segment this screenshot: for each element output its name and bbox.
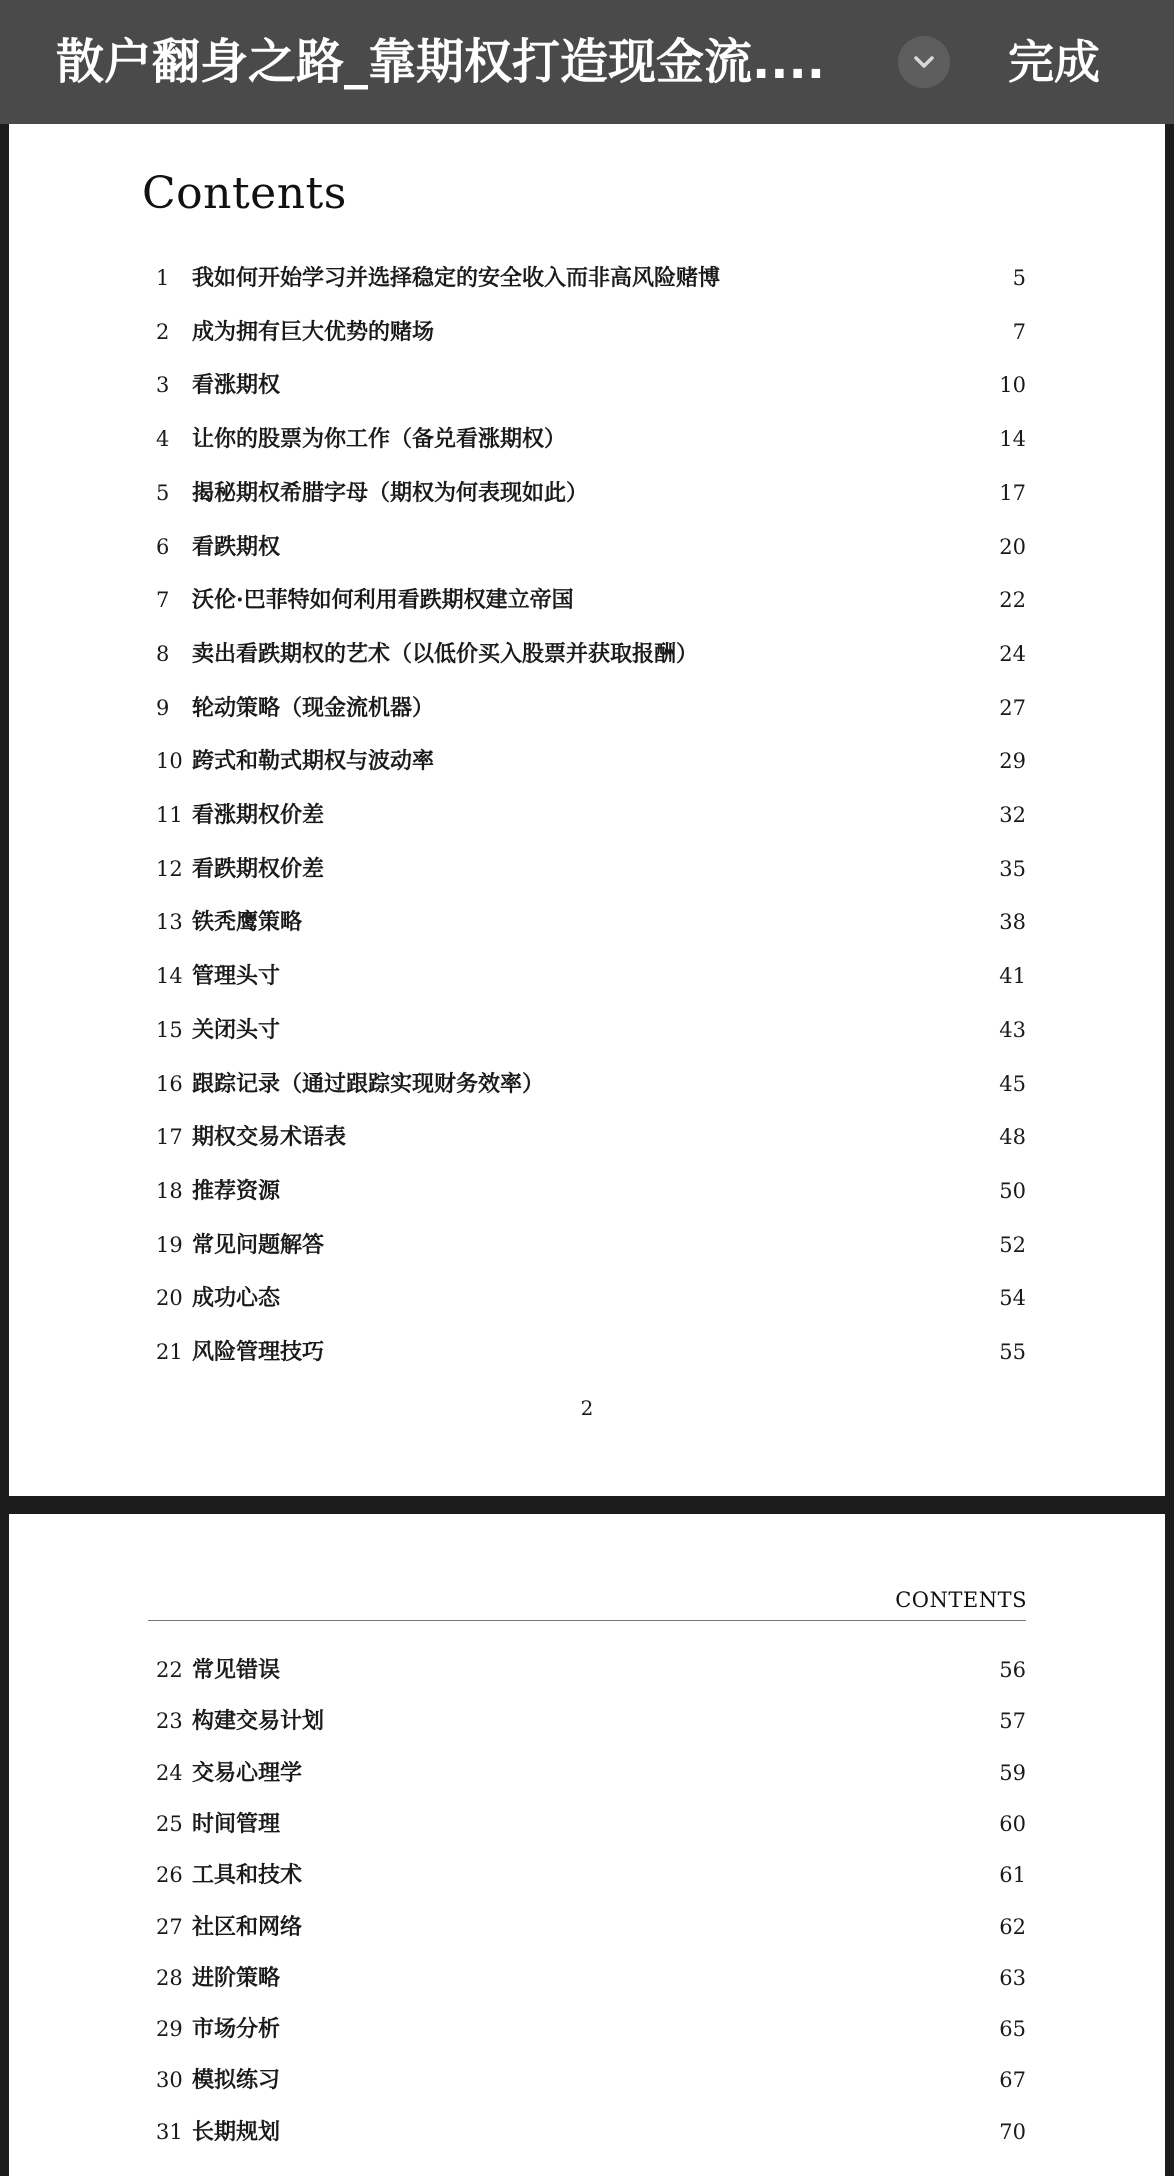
- toc-entry-number: 17: [156, 1125, 183, 1150]
- toc-entry-number: 21: [156, 1340, 183, 1364]
- toc-entry-page: 10: [999, 373, 1026, 398]
- toc-entry-number: 9: [156, 695, 170, 720]
- toc-entry-title: 跟踪记录（通过跟踪实现财务效率）: [192, 1070, 545, 1097]
- toc-entry[interactable]: [148, 1858, 1026, 1892]
- done-button[interactable]: 完成: [1008, 35, 1100, 89]
- document-page-2: [9, 1514, 1165, 2176]
- toc-entry-title: 看跌期权价差: [192, 855, 325, 882]
- toc-entry-page: 5: [1012, 266, 1026, 290]
- toc-entry-number: 7: [156, 588, 170, 613]
- toc-entry-title: 揭秘期权希腊字母（期权为何表现如此）: [192, 479, 589, 506]
- toc-entry-title: 看涨期权: [192, 372, 281, 399]
- toc-entry-number: 14: [156, 964, 183, 989]
- toc-entry-page: 24: [999, 641, 1026, 666]
- title-dropdown-button[interactable]: [898, 36, 950, 88]
- toc-entry-number: 4: [156, 427, 170, 452]
- toc-entry-title: 常见错误: [192, 1657, 281, 1683]
- contents-heading: Contents: [142, 168, 347, 219]
- toc-entry-title: 风险管理技巧: [192, 1339, 325, 1365]
- toc-entry-title: 看跌期权: [192, 533, 281, 560]
- toc-entry-title: 工具和技术: [192, 1862, 303, 1889]
- toc-entry-page: 27: [999, 695, 1026, 720]
- toc-entry-title: 构建交易计划: [192, 1708, 325, 1735]
- toc-entry-number: 16: [156, 1071, 183, 1096]
- toc-entry-number: 3: [156, 373, 170, 398]
- toc-entry-page: 54: [999, 1286, 1026, 1311]
- toc-entry-number: 10: [156, 749, 183, 774]
- toc-entry-page: 60: [999, 1811, 1026, 1836]
- toc-entry-title: 长期规划: [192, 2118, 281, 2145]
- toc-entry-number: 28: [156, 1965, 183, 1990]
- toc-entry-page: 70: [999, 2119, 1026, 2144]
- toc-entry-page: 50: [999, 1178, 1026, 1203]
- toc-entry-title: 成功心态: [192, 1285, 281, 1312]
- toc-entry[interactable]: [148, 1756, 1026, 1790]
- toc-entry[interactable]: [148, 261, 1026, 295]
- toc-entry-number: 6: [156, 534, 170, 559]
- toc-entry-number: 27: [156, 1914, 183, 1939]
- toc-entry-page: 32: [999, 803, 1026, 827]
- toc-entry-title: 我如何开始学习并选择稳定的安全收入而非高风险赌博: [192, 265, 721, 291]
- toc-entry-title: 轮动策略（现金流机器）: [192, 694, 435, 721]
- toc-entry-page: 14: [999, 427, 1026, 452]
- toc-entry-title: 期权交易术语表: [192, 1124, 347, 1151]
- toc-entry-page: 43: [999, 1017, 1026, 1042]
- toc-entry-number: 15: [156, 1017, 183, 1042]
- toc-entry[interactable]: [148, 637, 1026, 671]
- toc-entry-title: 常见问题解答: [192, 1231, 325, 1258]
- toc-entry[interactable]: [148, 530, 1026, 564]
- toc-entry-page: 29: [999, 749, 1026, 774]
- toc-entry-title: 市场分析: [192, 2016, 281, 2043]
- toc-entry[interactable]: [148, 1281, 1026, 1315]
- toc-entry-page: 67: [999, 2068, 1026, 2093]
- toc-list: [9, 1514, 1165, 2176]
- toc-entry-number: 2: [156, 319, 170, 344]
- toc-entry-page: 56: [999, 1658, 1026, 1682]
- toc-entry-page: 35: [999, 856, 1026, 881]
- toc-entry-number: 26: [156, 1863, 183, 1888]
- toc-entry-page: 41: [999, 964, 1026, 989]
- toc-entry-number: 11: [156, 803, 183, 827]
- running-header: CONTENTS: [895, 1588, 1027, 1612]
- toc-entry-page: 38: [999, 910, 1026, 935]
- toc-entry-number: 31: [156, 2119, 183, 2144]
- toc-entry-title: 交易心理学: [192, 1759, 303, 1786]
- toc-entry[interactable]: [148, 1013, 1026, 1047]
- chevron-down-icon: [911, 50, 937, 74]
- toc-entry[interactable]: [148, 1335, 1026, 1369]
- toc-entry-title: 推荐资源: [192, 1177, 281, 1204]
- toc-entry-title: 模拟练习: [192, 2067, 281, 2094]
- toc-entry[interactable]: [148, 798, 1026, 832]
- toc-entry-page: 59: [999, 1760, 1026, 1785]
- toc-entry-title: 跨式和勒式期权与波动率: [192, 748, 435, 775]
- toc-entry-number: 23: [156, 1709, 183, 1734]
- toc-entry[interactable]: [148, 1067, 1026, 1101]
- toc-entry-number: 18: [156, 1178, 183, 1203]
- toc-entry[interactable]: [148, 1961, 1026, 1995]
- toc-entry-number: 5: [156, 480, 170, 505]
- toc-entry-number: 12: [156, 856, 183, 881]
- toc-entry[interactable]: [148, 2115, 1026, 2149]
- toc-entry-number: 1: [156, 266, 170, 290]
- toc-entry-page: 48: [999, 1125, 1026, 1150]
- toc-entry[interactable]: [148, 1807, 1026, 1841]
- toc-entry-title: 成为拥有巨大优势的赌场: [192, 318, 435, 345]
- toc-entry-page: 52: [999, 1232, 1026, 1257]
- toc-entry-title: 让你的股票为你工作（备兑看涨期权）: [192, 426, 567, 453]
- toc-entry-number: 8: [156, 641, 170, 666]
- toc-entry[interactable]: [148, 852, 1026, 886]
- toc-entry[interactable]: [148, 959, 1026, 993]
- toc-entry-title: 时间管理: [192, 1810, 281, 1837]
- toc-entry-page: 55: [999, 1340, 1026, 1364]
- document-title[interactable]: 散户翻身之路_靠期权打造现金流....: [56, 34, 825, 90]
- toc-entry[interactable]: [148, 1228, 1026, 1262]
- document-page-1: [9, 124, 1165, 1496]
- viewer-toolbar: [0, 0, 1174, 124]
- toc-entry-title: 沃伦·巴菲特如何利用看跌期权建立帝国: [192, 587, 574, 614]
- toc-entry[interactable]: [148, 744, 1026, 778]
- toc-entry-number: 13: [156, 910, 183, 935]
- toc-entry[interactable]: [148, 368, 1026, 402]
- toc-entry[interactable]: [148, 1174, 1026, 1208]
- toc-entry-title: 关闭头寸: [192, 1016, 281, 1043]
- toc-entry-title: 看涨期权价差: [192, 802, 325, 828]
- toc-entry-title: 社区和网络: [192, 1913, 303, 1940]
- toc-entry-page: 45: [999, 1071, 1026, 1096]
- toc-entry-number: 29: [156, 2017, 183, 2042]
- toc-entry[interactable]: [148, 2012, 1026, 2046]
- toc-entry[interactable]: [148, 691, 1026, 725]
- toc-entry-page: 20: [999, 534, 1026, 559]
- toc-entry-page: 62: [999, 1914, 1026, 1939]
- toc-entry-page: 22: [999, 588, 1026, 613]
- toc-entry[interactable]: [148, 1653, 1026, 1687]
- toc-list: [9, 124, 1165, 1496]
- toc-entry[interactable]: [148, 2063, 1026, 2097]
- toc-entry-title: 铁秃鹰策略: [192, 909, 303, 936]
- toc-entry-number: 20: [156, 1286, 183, 1311]
- toc-entry-number: 30: [156, 2068, 183, 2093]
- toc-entry-number: 22: [156, 1658, 183, 1682]
- page-number: 2: [580, 1396, 594, 1420]
- toc-entry[interactable]: [148, 315, 1026, 349]
- toc-entry[interactable]: [148, 1120, 1026, 1154]
- toc-entry[interactable]: [148, 1704, 1026, 1738]
- toc-entry-page: 57: [999, 1709, 1026, 1734]
- toc-entry-page: 7: [1012, 319, 1026, 344]
- toc-entry-page: 17: [999, 480, 1026, 505]
- toc-entry-number: 25: [156, 1811, 183, 1836]
- toc-entry[interactable]: [148, 583, 1026, 617]
- toc-entry-number: 24: [156, 1760, 183, 1785]
- toc-entry-page: 63: [999, 1965, 1026, 1990]
- toc-entry[interactable]: [148, 905, 1026, 939]
- toc-entry-page: 65: [999, 2017, 1026, 2042]
- toc-entry-number: 19: [156, 1232, 183, 1257]
- toc-entry-page: 61: [999, 1863, 1026, 1888]
- toc-entry-title: 卖出看跌期权的艺术（以低价买入股票并获取报酬）: [192, 640, 699, 667]
- toc-entry[interactable]: [148, 1910, 1026, 1944]
- toc-entry-title: 管理头寸: [192, 963, 281, 990]
- toc-entry-title: 进阶策略: [192, 1964, 281, 1991]
- toc-entry[interactable]: [148, 476, 1026, 510]
- toc-entry[interactable]: [148, 422, 1026, 456]
